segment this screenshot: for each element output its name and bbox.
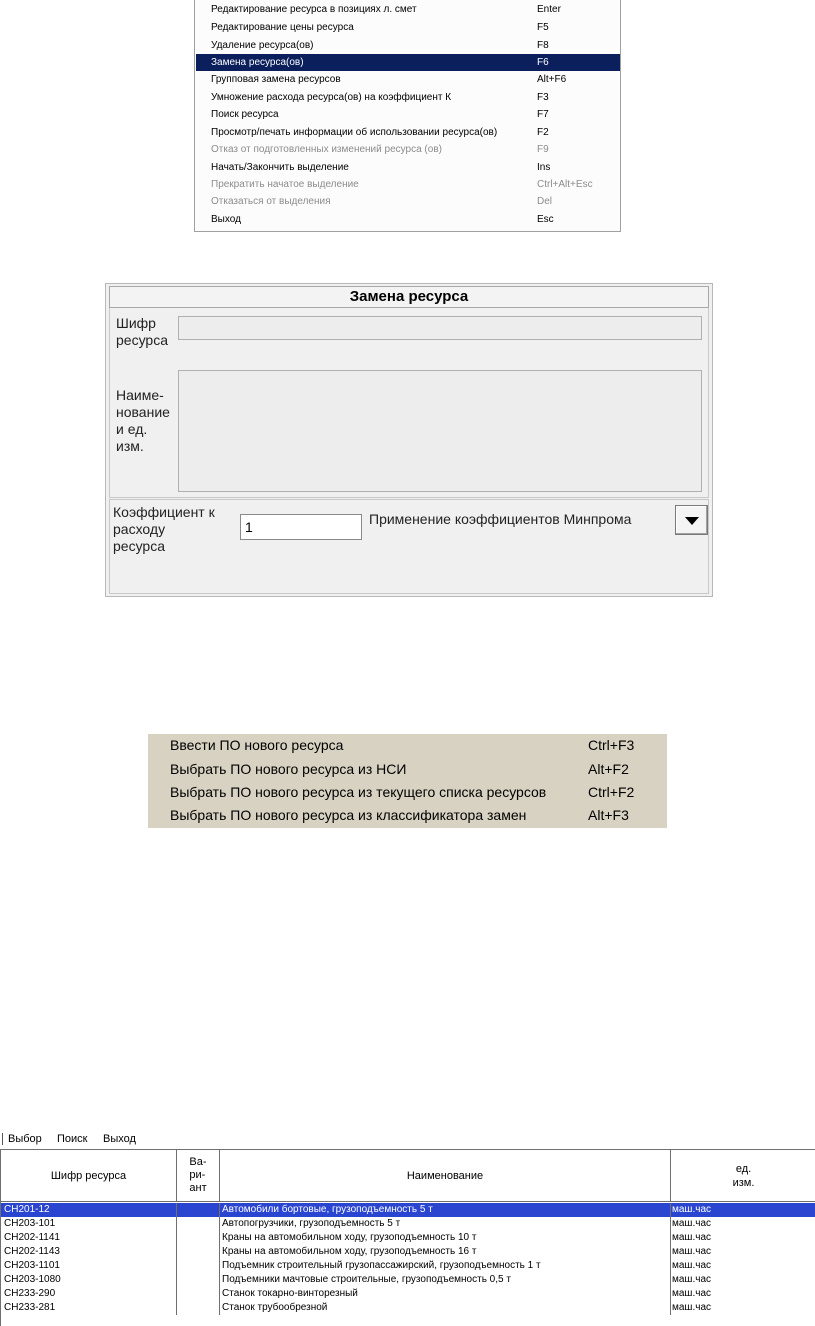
minprom-dropdown-button[interactable] — [675, 505, 708, 535]
table-row[interactable]: СН202-1143 Краны на автомобильном ходу, грузоподъемность 16 т маш.час — [1, 1245, 815, 1259]
table-row[interactable]: СН203-1080 Подъемники мачтовые строительные, грузоподъемность 0,5 т маш.час — [1, 1273, 815, 1287]
menu-search[interactable]: Поиск — [57, 1133, 88, 1145]
menu-item-replace-resource[interactable]: Замена ресурса(ов) F6 — [196, 54, 620, 71]
column-header-code[interactable]: Шифр ресурса — [1, 1150, 177, 1202]
resource-code-field[interactable] — [178, 316, 702, 340]
menu-item-cancel-selection: Отказаться от выделения Del — [211, 196, 553, 207]
column-header-variant[interactable]: Ва- ри- ант — [177, 1150, 220, 1202]
menu-item-multiply-coefficient[interactable]: Умножение расхода ресурса(ов) на коэффициент К F3 — [211, 92, 549, 103]
menu-item-select-from-replacement-classifier[interactable]: Выбрать ПО нового ресурса из классификатора замен Alt+F3 — [170, 807, 629, 823]
resource-info-panel — [109, 308, 709, 498]
table-row[interactable]: СН202-1141 Краны на автомобильном ходу, грузоподъемность 10 т маш.час — [1, 1231, 815, 1245]
dialog-title: Замена ресурса — [109, 286, 709, 308]
menu-select[interactable]: Выбор — [8, 1133, 42, 1145]
menu-item-select-from-current-list[interactable]: Выбрать ПО нового ресурса из текущего списка ресурсов Ctrl+F2 — [170, 784, 635, 800]
new-resource-menu — [148, 734, 667, 828]
menu-item-exit[interactable]: Выход Esc — [211, 214, 554, 225]
menu-item-group-replace[interactable]: Групповая замена ресурсов Alt+F6 — [211, 74, 567, 85]
minprom-coefficients-label: Применение коэффициентов Минпрома — [369, 511, 632, 527]
menu-item-discard-changes: Отказ от подготовленных изменений ресурса (ов) F9 — [211, 144, 549, 155]
menu-item-stop-selection: Прекратить начатое выделение Ctrl+Alt+Esc — [211, 179, 593, 190]
triangle-down-icon — [685, 517, 699, 525]
replace-resource-dialog — [105, 283, 713, 597]
window-edge — [2, 1133, 3, 1145]
menu-item-edit-resource[interactable]: Редактирование ресурса в позициях л. смет Enter — [211, 4, 561, 15]
resource-table — [0, 1149, 815, 1326]
table-row[interactable]: СН201-12 Автомобили бортовые, грузоподъемность 5 т маш.час — [1, 1203, 815, 1217]
menu-item-search-resource[interactable]: Поиск ресурса F7 — [211, 109, 549, 120]
menu-item-edit-price[interactable]: Редактирование цены ресурса F5 — [211, 22, 549, 33]
menu-item-toggle-selection[interactable]: Начать/Закончить выделение Ins — [211, 162, 551, 173]
column-header-name[interactable]: Наименование — [220, 1150, 671, 1202]
menu-item-view-print-usage[interactable]: Просмотр/печать информации об использовании ресурса(ов) F2 — [211, 127, 549, 138]
table-row[interactable]: СН203-101 Автопогрузчики, грузоподъемность 5 т маш.час — [1, 1217, 815, 1231]
resource-context-menu — [194, 0, 621, 232]
resource-window-menubar — [0, 1130, 815, 1148]
coefficient-label: Коэффициент к расходу ресурса — [113, 504, 215, 554]
resource-name-field[interactable] — [178, 370, 702, 492]
menu-item-select-from-nsi[interactable]: Выбрать ПО нового ресурса из НСИ Alt+F2 — [170, 761, 629, 777]
menu-item-enter-new-resource[interactable]: Ввести ПО нового ресурса Ctrl+F3 — [170, 737, 635, 753]
resource-code-label: Шифр ресурса — [116, 315, 168, 348]
resource-name-label: Наиме- нование и ед. изм. — [116, 387, 170, 454]
coefficient-panel — [109, 499, 709, 594]
column-header-unit[interactable]: ед. изм. — [671, 1150, 815, 1202]
menu-item-delete-resource[interactable]: Удаление ресурса(ов) F8 — [211, 40, 549, 51]
menu-exit[interactable]: Выход — [103, 1133, 136, 1145]
coefficient-input[interactable] — [240, 514, 362, 540]
table-row[interactable]: СН233-290 Станок токарно-винторезный маш.час — [1, 1287, 815, 1301]
table-row[interactable]: СН203-1101 Подъемник строительный грузопассажирский, грузоподъемность 1 т маш.час — [1, 1259, 815, 1273]
table-row[interactable]: СН233-281 Станок трубообрезной маш.час — [1, 1301, 815, 1315]
